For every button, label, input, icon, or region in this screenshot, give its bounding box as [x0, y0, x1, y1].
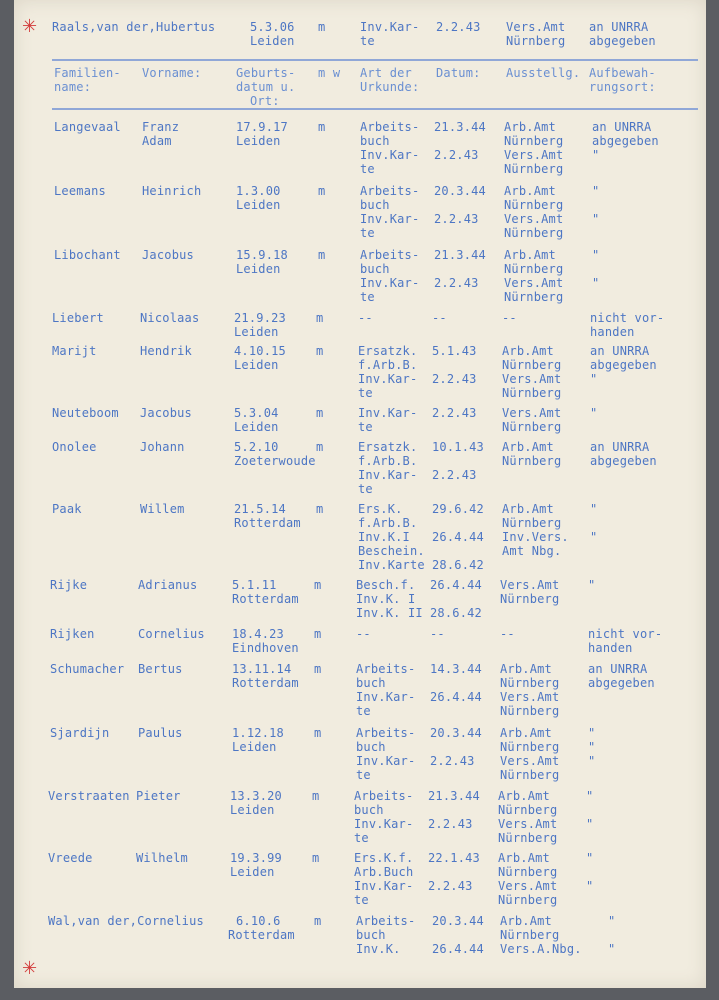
storage-cell: " — [592, 184, 600, 198]
birth-cell: 19.3.99 — [230, 851, 282, 865]
document-type-cell: -- — [358, 311, 373, 325]
storage-cell: " — [586, 789, 594, 803]
issuer-cell: Arb.Amt — [502, 502, 554, 516]
document-date-cell: 2.2.43 — [434, 148, 479, 162]
document-date-cell: 26.4.44 — [432, 530, 484, 544]
issuer-cell: -- — [500, 627, 515, 641]
top-row-doc-date: 2.2.43 — [436, 20, 481, 34]
issuer-cell: Nürnberg — [504, 162, 564, 176]
issuer-cell: Arb.Amt — [498, 789, 550, 803]
storage-cell: " — [586, 851, 594, 865]
document-type-cell: Inv.Kar- — [360, 276, 420, 290]
surname-cell: Liebert — [52, 311, 104, 325]
document-type-cell: Arbeits- — [360, 120, 420, 134]
header-birth-2: datum u. — [236, 80, 296, 94]
storage-cell: " — [588, 726, 596, 740]
issuer-cell: Nürnberg — [500, 768, 560, 782]
surname-cell: Libochant — [54, 248, 121, 262]
storage-cell: " — [592, 276, 600, 290]
birth-cell: 5.2.10 — [234, 440, 279, 454]
firstname-cell: Heinrich — [142, 184, 202, 198]
storage-cell: nicht vor- — [590, 311, 665, 325]
top-row-issuer-2: Nürnberg — [506, 34, 566, 48]
birth-cell: Rotterdam — [232, 592, 299, 606]
header-top-rule — [52, 59, 698, 61]
document-type-cell: Ersatzk. — [358, 344, 418, 358]
issuer-cell: Arb.Amt — [504, 120, 556, 134]
birth-cell: 21.5.14 — [234, 502, 286, 516]
birth-cell: 17.9.17 — [236, 120, 288, 134]
firstname-cell: Willem — [140, 502, 185, 516]
header-storage-1: Aufbewah- — [589, 66, 656, 80]
birth-cell: 5.3.04 — [234, 406, 279, 420]
document-date-cell: 29.6.42 — [432, 502, 484, 516]
document-date-cell: 5.1.43 — [432, 344, 477, 358]
bottom-row-sex: m — [314, 914, 322, 928]
document-type-cell: f.Arb.B. — [358, 454, 418, 468]
issuer-cell: Nürnberg — [502, 386, 562, 400]
firstname-cell: Wilhelm — [136, 851, 188, 865]
issuer-cell: Vers.Amt — [500, 578, 560, 592]
sex-cell: m — [314, 662, 322, 676]
document-date-cell: 2.2.43 — [428, 879, 473, 893]
birth-cell: 5.1.11 — [232, 578, 277, 592]
birth-cell: 1.12.18 — [232, 726, 284, 740]
document-date-cell: 28.6.42 — [432, 558, 484, 572]
document-type-cell: Inv.Kar- — [354, 817, 414, 831]
document-type-cell: f.Arb.B. — [358, 358, 418, 372]
birth-cell: Rotterdam — [232, 676, 299, 690]
document-type-cell: Arbeits- — [356, 662, 416, 676]
document-type-cell: te — [360, 162, 375, 176]
storage-cell: an UNRRA — [590, 344, 650, 358]
firstname-cell: Hendrik — [140, 344, 192, 358]
document-date-cell: 2.2.43 — [434, 276, 479, 290]
issuer-cell: Nürnberg — [500, 592, 560, 606]
document-date-cell: 26.4.44 — [430, 578, 482, 592]
surname-cell: Leemans — [54, 184, 106, 198]
issuer-cell: Vers.Amt — [504, 212, 564, 226]
bottom-row-place: Rotterdam — [228, 928, 295, 942]
document-date-cell: 26.4.44 — [430, 690, 482, 704]
sex-cell: m — [316, 406, 324, 420]
header-surname-1: Familien- — [54, 66, 121, 80]
red-asterisk-mark-top: ✳ — [22, 16, 38, 37]
storage-cell: abgegeben — [588, 676, 655, 690]
bottom-row-issuer-3: Vers.A.Nbg. — [500, 942, 582, 956]
document-type-cell: buch — [356, 740, 386, 754]
top-row-doc-2: te — [360, 34, 375, 48]
birth-cell: Leiden — [232, 740, 277, 754]
surname-cell: Neuteboom — [52, 406, 119, 420]
storage-cell: " — [590, 372, 598, 386]
document-date-cell: 21.3.44 — [434, 248, 486, 262]
document-date-cell: -- — [430, 627, 445, 641]
firstname-cell: Paulus — [138, 726, 183, 740]
document-date-cell: 2.2.43 — [432, 406, 477, 420]
document-date-cell: -- — [432, 311, 447, 325]
birth-cell: Leiden — [234, 325, 279, 339]
issuer-cell: Nürnberg — [502, 358, 562, 372]
birth-cell: Rotterdam — [234, 516, 301, 530]
storage-cell: " — [590, 530, 598, 544]
birth-cell: Leiden — [236, 262, 281, 276]
document-date-cell: 2.2.43 — [432, 468, 477, 482]
firstname-cell: Adam — [142, 134, 172, 148]
bottom-row-issuer-1: Arb.Amt — [500, 914, 552, 928]
sex-cell: m — [316, 502, 324, 516]
issuer-cell: Vers.Amt — [504, 276, 564, 290]
storage-cell: an UNRRA — [590, 440, 650, 454]
surname-cell: Verstraaten — [48, 789, 130, 803]
birth-cell: Leiden — [236, 198, 281, 212]
document-date-cell: 22.1.43 — [428, 851, 480, 865]
issuer-cell: Nürnberg — [504, 226, 564, 240]
header-birth-1: Geburts- — [236, 66, 296, 80]
firstname-cell: Johann — [140, 440, 185, 454]
birth-cell: Leiden — [230, 803, 275, 817]
firstname-cell: Jacobus — [140, 406, 192, 420]
issuer-cell: Nürnberg — [502, 516, 562, 530]
storage-cell: " — [586, 879, 594, 893]
issuer-cell: Arb.Amt — [500, 662, 552, 676]
surname-cell: Vreede — [48, 851, 93, 865]
document-type-cell: te — [354, 893, 369, 907]
issuer-cell: Vers.Amt — [502, 372, 562, 386]
document-type-cell: f.Arb.B. — [358, 516, 418, 530]
sex-cell: m — [318, 248, 326, 262]
document-date-cell: 28.6.42 — [430, 606, 482, 620]
storage-cell: " — [592, 248, 600, 262]
document-date-cell: 10.1.43 — [432, 440, 484, 454]
bottom-row-date-3: 26.4.44 — [432, 942, 484, 956]
surname-cell: Rijke — [50, 578, 88, 592]
document-type-cell: buch — [356, 676, 386, 690]
issuer-cell: Nürnberg — [504, 290, 564, 304]
header-doc-type-2: Urkunde: — [360, 80, 420, 94]
bottom-row-doc-3: Inv.K. — [356, 942, 401, 956]
document-type-cell: Inv.Kar- — [358, 372, 418, 386]
top-row-storage-1: an UNRRA — [589, 20, 649, 34]
document-type-cell: Arbeits- — [360, 184, 420, 198]
sex-cell: m — [312, 789, 320, 803]
firstname-cell: Adrianus — [138, 578, 198, 592]
storage-cell: abgegeben — [590, 454, 657, 468]
issuer-cell: Vers.Amt — [498, 817, 558, 831]
document-type-cell: te — [360, 226, 375, 240]
issuer-cell: Nürnberg — [500, 676, 560, 690]
document-type-cell: te — [356, 768, 371, 782]
firstname-cell: Nicolaas — [140, 311, 200, 325]
header-issued: Ausstellg. — [506, 66, 581, 80]
issuer-cell: Vers.Amt — [498, 879, 558, 893]
document-date-cell: 21.3.44 — [428, 789, 480, 803]
storage-cell: " — [586, 817, 594, 831]
sex-cell: m — [318, 120, 326, 134]
sex-cell: m — [316, 344, 324, 358]
document-date-cell: 2.2.43 — [432, 372, 477, 386]
storage-cell: nicht vor- — [588, 627, 663, 641]
issuer-cell: Nürnberg — [504, 198, 564, 212]
birth-cell: Leiden — [234, 420, 279, 434]
storage-cell: abgegeben — [590, 358, 657, 372]
document-type-cell: Arb.Buch — [354, 865, 414, 879]
document-type-cell: buch — [354, 803, 384, 817]
birth-cell: 13.3.20 — [230, 789, 282, 803]
header-bottom-rule — [52, 108, 698, 110]
document-type-cell: Inv.Kar- — [358, 468, 418, 482]
document-type-cell: Ersatzk. — [358, 440, 418, 454]
document-type-cell: -- — [356, 627, 371, 641]
issuer-cell: Arb.Amt — [502, 440, 554, 454]
sex-cell: m — [316, 311, 324, 325]
birth-cell: Eindhoven — [232, 641, 299, 655]
document-type-cell: buch — [360, 262, 390, 276]
storage-cell: " — [590, 502, 598, 516]
issuer-cell: -- — [502, 311, 517, 325]
bottom-row-name: Wal,van der,Cornelius — [48, 914, 204, 928]
document-date-cell: 2.2.43 — [428, 817, 473, 831]
issuer-cell: Vers.Amt — [500, 690, 560, 704]
bottom-row-doc-2: buch — [356, 928, 386, 942]
issuer-cell: Nürnberg — [500, 740, 560, 754]
bottom-row-date: 6.10.6 — [236, 914, 281, 928]
header-doc-type-1: Art der — [360, 66, 412, 80]
birth-cell: 1.3.00 — [236, 184, 281, 198]
sex-cell: m — [316, 440, 324, 454]
storage-cell: abgegeben — [592, 134, 659, 148]
surname-cell: Paak — [52, 502, 82, 516]
issuer-cell: Nürnberg — [504, 262, 564, 276]
document-date-cell: 2.2.43 — [430, 754, 475, 768]
document-type-cell: Inv.Kar- — [356, 690, 416, 704]
bottom-row-issuer-2: Nürnberg — [500, 928, 560, 942]
birth-cell: Leiden — [230, 865, 275, 879]
document-type-cell: Ers.K. — [358, 502, 403, 516]
storage-cell: an UNRRA — [588, 662, 648, 676]
firstname-cell: Jacobus — [142, 248, 194, 262]
issuer-cell: Inv.Vers. — [502, 530, 569, 544]
top-row-doc-1: Inv.Kar- — [360, 20, 420, 34]
top-row-date: 5.3.06 — [250, 20, 295, 34]
document-type-cell: Arbeits- — [354, 789, 414, 803]
storage-cell: " — [592, 212, 600, 226]
header-firstname: Vorname: — [142, 66, 202, 80]
document-type-cell: buch — [360, 134, 390, 148]
issuer-cell: Nürnberg — [502, 420, 562, 434]
document-type-cell: Inv.Kar- — [354, 879, 414, 893]
surname-cell: Langevaal — [54, 120, 121, 134]
sex-cell: m — [314, 627, 322, 641]
birth-cell: 15.9.18 — [236, 248, 288, 262]
document-type-cell: Inv.K.I — [358, 530, 410, 544]
issuer-cell: Arb.Amt — [500, 726, 552, 740]
issuer-cell: Nürnberg — [498, 865, 558, 879]
document-type-cell: Beschein. — [358, 544, 425, 558]
header-date: Datum: — [436, 66, 481, 80]
storage-cell: handen — [590, 325, 635, 339]
birth-cell: Zoeterwoude — [234, 454, 316, 468]
surname-cell: Onolee — [52, 440, 97, 454]
storage-cell: " — [590, 406, 598, 420]
surname-cell: Rijken — [50, 627, 95, 641]
issuer-cell: Arb.Amt — [502, 344, 554, 358]
bottom-row-date-1: 20.3.44 — [432, 914, 484, 928]
storage-cell: handen — [588, 641, 633, 655]
issuer-cell: Arb.Amt — [504, 184, 556, 198]
document-type-cell: te — [360, 290, 375, 304]
document-type-cell: buch — [360, 198, 390, 212]
sex-cell: m — [312, 851, 320, 865]
firstname-cell: Bertus — [138, 662, 183, 676]
firstname-cell: Franz — [142, 120, 180, 134]
birth-cell: 18.4.23 — [232, 627, 284, 641]
document-type-cell: te — [358, 386, 373, 400]
birth-cell: Leiden — [234, 358, 279, 372]
document-date-cell: 20.3.44 — [434, 184, 486, 198]
issuer-cell: Vers.Amt — [504, 148, 564, 162]
top-row-place: Leiden — [250, 34, 295, 48]
header-mw: m w — [318, 66, 341, 80]
firstname-cell: Pieter — [136, 789, 181, 803]
bottom-row-storage-1: " — [608, 914, 616, 928]
document-date-cell: 2.2.43 — [434, 212, 479, 226]
header-surname-2: name: — [54, 80, 92, 94]
document-type-cell: Inv.Karte — [358, 558, 425, 572]
document-type-cell: Inv.Kar- — [360, 148, 420, 162]
document-type-cell: te — [358, 420, 373, 434]
issuer-cell: Nürnberg — [498, 803, 558, 817]
sex-cell: m — [314, 726, 322, 740]
document-type-cell: Inv.K. I — [356, 592, 416, 606]
surname-cell: Schumacher — [50, 662, 125, 676]
document-type-cell: Inv.Kar- — [360, 212, 420, 226]
document-date-cell: 21.3.44 — [434, 120, 486, 134]
issuer-cell: Arb.Amt — [504, 248, 556, 262]
issuer-cell: Vers.Amt — [502, 406, 562, 420]
storage-cell: " — [588, 754, 596, 768]
top-row-issuer-1: Vers.Amt — [506, 20, 566, 34]
storage-cell: " — [592, 148, 600, 162]
document-date-cell: 20.3.44 — [430, 726, 482, 740]
storage-cell: " — [588, 578, 596, 592]
document-date-cell: 14.3.44 — [430, 662, 482, 676]
document-type-cell: Inv.Kar- — [358, 406, 418, 420]
document-type-cell: Arbeits- — [360, 248, 420, 262]
header-storage-2: rungsort: — [589, 80, 656, 94]
sex-cell: m — [318, 184, 326, 198]
surname-cell: Marijt — [52, 344, 97, 358]
bottom-row-storage-3: " — [608, 942, 616, 956]
top-row-sex: m — [318, 20, 326, 34]
document-type-cell: te — [358, 482, 373, 496]
red-asterisk-mark-bottom: ✳ — [22, 958, 38, 979]
surname-cell: Sjardijn — [50, 726, 110, 740]
birth-cell: 13.11.14 — [232, 662, 292, 676]
firstname-cell: Cornelius — [138, 627, 205, 641]
birth-cell: 4.10.15 — [234, 344, 286, 358]
document-type-cell: Arbeits- — [356, 726, 416, 740]
document-type-cell: Ers.K.f. — [354, 851, 414, 865]
issuer-cell: Nürnberg — [500, 704, 560, 718]
issuer-cell: Nürnberg — [502, 454, 562, 468]
document-sheet — [14, 0, 706, 988]
top-row-storage-2: abgegeben — [589, 34, 656, 48]
birth-cell: Leiden — [236, 134, 281, 148]
document-type-cell: Inv.Kar- — [356, 754, 416, 768]
header-birth-3: Ort: — [250, 94, 280, 108]
issuer-cell: Amt Nbg. — [502, 544, 562, 558]
document-type-cell: Inv.K. II — [356, 606, 423, 620]
document-type-cell: Besch.f. — [356, 578, 416, 592]
issuer-cell: Nürnberg — [504, 134, 564, 148]
storage-cell: " — [588, 740, 596, 754]
sex-cell: m — [314, 578, 322, 592]
bottom-row-doc-1: Arbeits- — [356, 914, 416, 928]
storage-cell: an UNRRA — [592, 120, 652, 134]
issuer-cell: Vers.Amt — [500, 754, 560, 768]
document-type-cell: te — [354, 831, 369, 845]
issuer-cell: Arb.Amt — [498, 851, 550, 865]
issuer-cell: Nürnberg — [498, 831, 558, 845]
top-row-name: Raals,van der,Hubertus — [52, 20, 216, 34]
document-type-cell: te — [356, 704, 371, 718]
birth-cell: 21.9.23 — [234, 311, 286, 325]
issuer-cell: Nürnberg — [498, 893, 558, 907]
